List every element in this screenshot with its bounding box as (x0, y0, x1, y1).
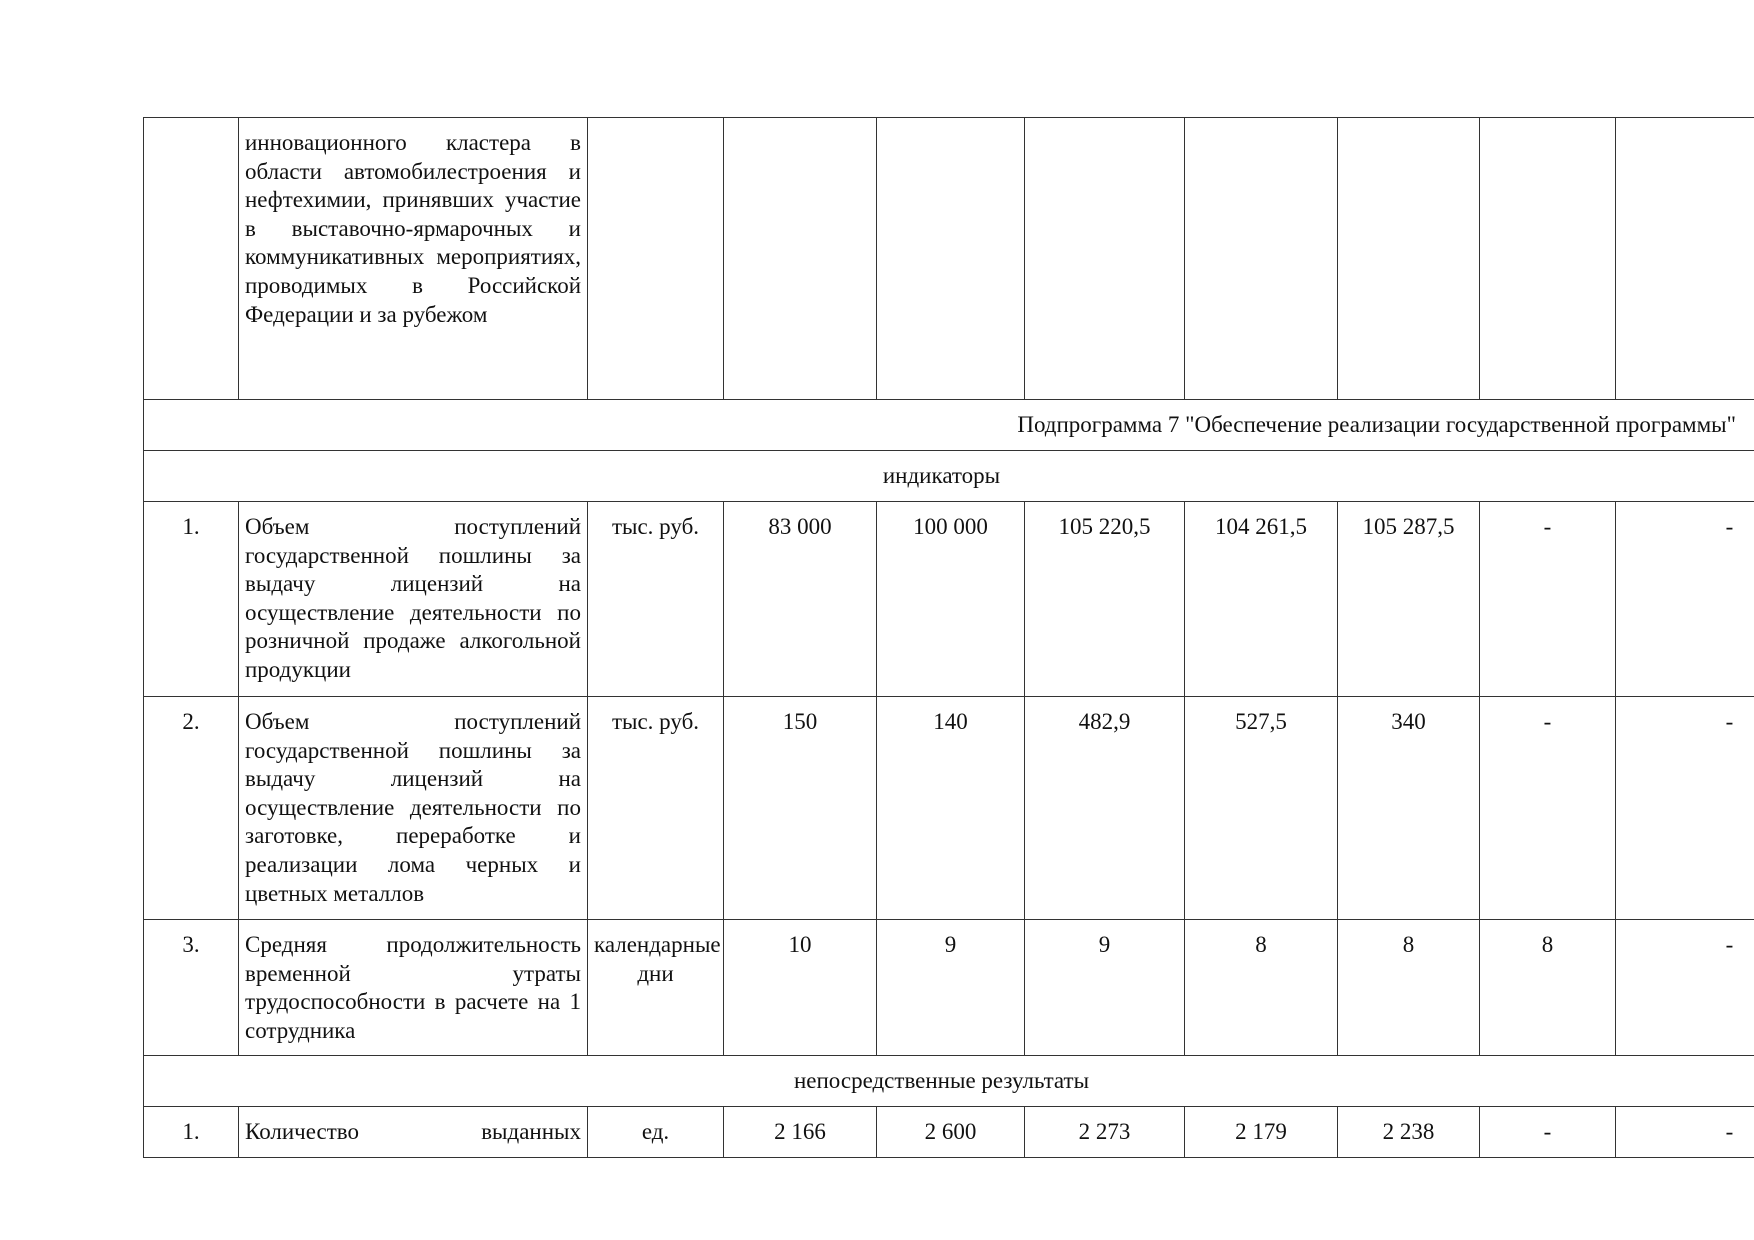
value-cell: 527,5 (1185, 697, 1338, 920)
value-cell: 9 (1025, 920, 1185, 1056)
value-cell: 105 220,5 (1025, 502, 1185, 697)
value-cell: 10 (724, 920, 877, 1056)
indicator-name: инновационного кластера в области автомобилестроения и нефтехимии, принявших участие в выставочно-ярмарочных и коммуникативных мероприятиях, проводимых в Российской Федерации и за рубежом (239, 118, 588, 400)
value-cell: 8 (1338, 920, 1480, 1056)
value-cell: 2 166 (724, 1107, 877, 1158)
row-number (144, 118, 239, 400)
value-cell: 2 600 (877, 1107, 1025, 1158)
value-cell: 2 179 (1185, 1107, 1338, 1158)
table-row (144, 502, 1754, 697)
section-row (144, 400, 1754, 451)
row-number: 1. (144, 502, 239, 697)
value-cell: 8 (1185, 920, 1338, 1056)
unit-cell: тыс. руб. (588, 502, 724, 697)
table-row (144, 920, 1754, 1056)
value-cell: 482,9 (1025, 697, 1185, 920)
indicators-table (143, 117, 1754, 1158)
indicator-name: Объем поступлений государственной пошлины за выдачу лицензий на осуществление деятельности по заготовке, переработке и реализации лома черных и цветных металлов (239, 697, 588, 920)
value-cell: 83 000 (724, 502, 877, 697)
value-cell: - (1616, 697, 1754, 920)
unit-cell (588, 118, 724, 400)
value-cell: - (1480, 502, 1616, 697)
value-cell: 340 (1338, 697, 1480, 920)
unit-cell: календарные дни (588, 920, 724, 1056)
value-cell: 100 000 (877, 502, 1025, 697)
row-number: 2. (144, 697, 239, 920)
indicator-name: Средняя продолжительность временной утраты трудоспособности в расчете на 1 сотрудника (239, 920, 588, 1056)
value-cell (1338, 118, 1480, 400)
value-cell (1025, 118, 1185, 400)
row-number: 3. (144, 920, 239, 1056)
value-cell (1480, 118, 1616, 400)
value-cell: - (1616, 502, 1754, 697)
value-cell: 2 238 (1338, 1107, 1480, 1158)
table-row (144, 1107, 1754, 1158)
indicator-name: Количество выданных (239, 1107, 588, 1158)
value-cell: 104 261,5 (1185, 502, 1338, 697)
value-cell: 9 (877, 920, 1025, 1056)
unit-cell: тыс. руб. (588, 697, 724, 920)
indicator-name: Объем поступлений государственной пошлины за выдачу лицензий на осуществление деятельности по розничной продаже алкогольной продукции (239, 502, 588, 697)
indicators-label: индикаторы (882, 463, 1001, 488)
value-cell: - (1480, 1107, 1616, 1158)
section-row (144, 1056, 1754, 1107)
section-row (144, 451, 1754, 502)
results-label: непосредственные результаты (793, 1068, 1090, 1093)
row-number: 1. (144, 1107, 239, 1158)
value-cell: 150 (724, 697, 877, 920)
value-cell: 105 287,5 (1338, 502, 1480, 697)
table-row (144, 697, 1754, 920)
value-cell: - (1616, 1107, 1754, 1158)
value-cell: 140 (877, 697, 1025, 920)
indicators-heading-cell (144, 451, 1754, 502)
value-cell: - (1616, 920, 1754, 1056)
value-cell (1185, 118, 1338, 400)
value-cell (877, 118, 1025, 400)
value-cell (1616, 118, 1754, 400)
subprogram-title: Подпрограмма 7 "Обеспечение реализации государственной программы" (1017, 412, 1736, 437)
table-row (144, 118, 1754, 400)
results-heading-cell (144, 1056, 1754, 1107)
subprogram-heading-cell (144, 400, 1754, 451)
value-cell: 8 (1480, 920, 1616, 1056)
value-cell: - (1480, 697, 1616, 920)
value-cell: 2 273 (1025, 1107, 1185, 1158)
value-cell (724, 118, 877, 400)
unit-cell: ед. (588, 1107, 724, 1158)
